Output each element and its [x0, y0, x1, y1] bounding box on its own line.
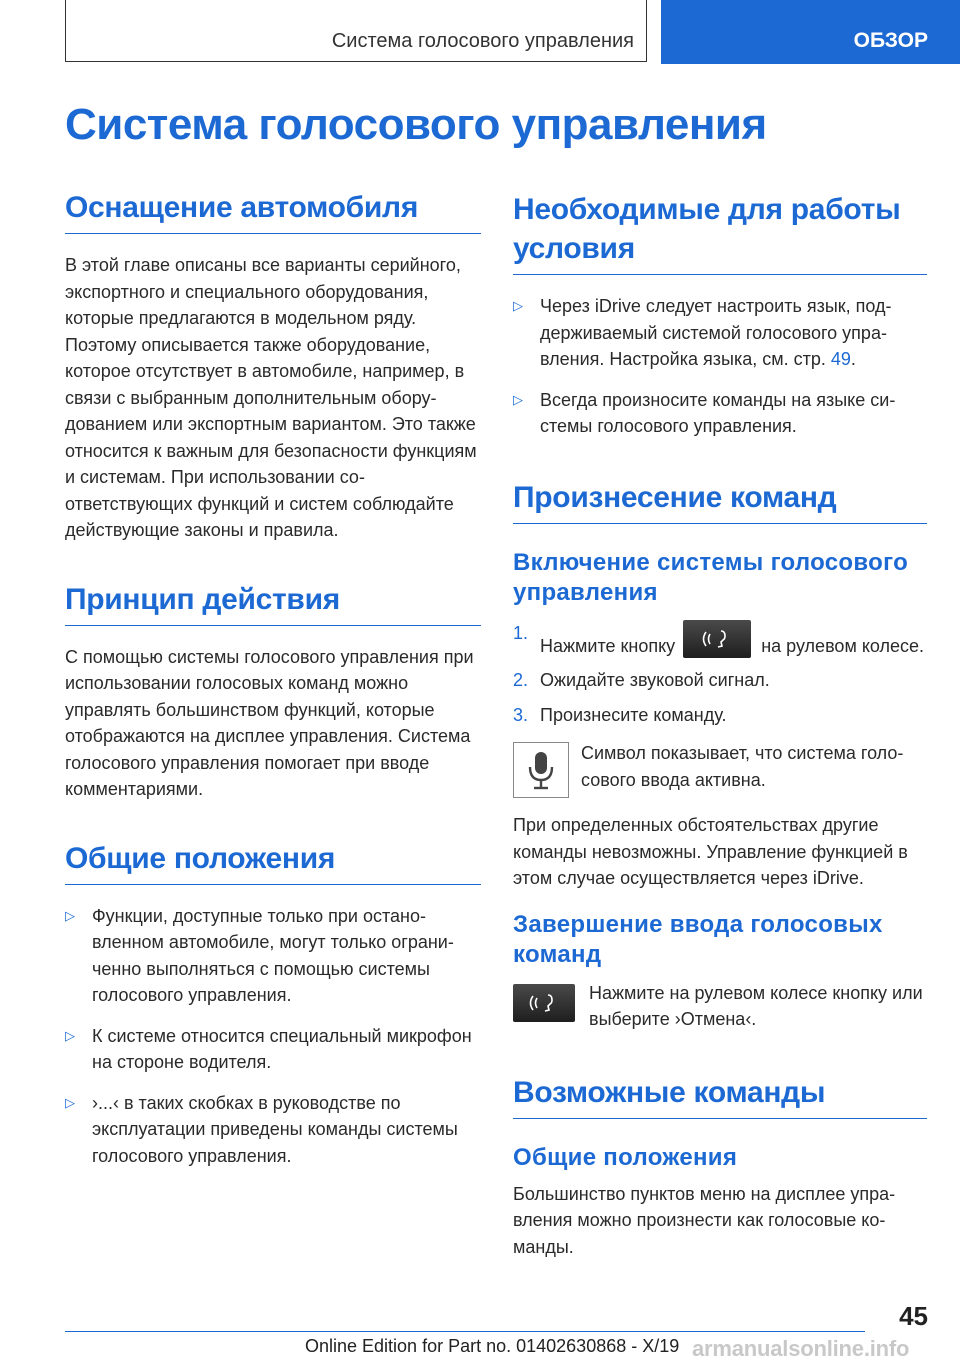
section-heading-equipment: Оснащение автомобиля	[65, 188, 481, 234]
principle-text: С помощью системы голосового управления при использовании голосовых команд можно управлять большинством функций, которые отображаются на дисплее управления. Система голосового управления помогает при вводе комментариями.	[65, 646, 474, 799]
list-item	[513, 387, 927, 440]
subheading-activate: Включение системы голосового управления	[513, 548, 909, 606]
bullet-triangle-icon: ▷	[65, 1027, 75, 1043]
header-section-box	[65, 0, 647, 62]
subheading-end-input: Завершение ввода голосовых команд	[513, 910, 883, 968]
microphone-icon	[513, 742, 569, 798]
step-item	[513, 667, 927, 694]
section-heading-general: Общие положения	[65, 839, 481, 885]
watermark: armanualsonline.info	[692, 1336, 910, 1361]
end-input-row	[513, 980, 927, 1033]
voice-button-icon	[513, 984, 575, 1022]
bullet-triangle-icon: ▷	[65, 907, 75, 923]
bullet-text: ›...‹ в таких скобках в руководстве по эксплуатации приведены команды системы голосового управления.	[92, 1092, 458, 1166]
left-column	[65, 188, 481, 1183]
step-number: 1.	[513, 622, 529, 643]
footer-edition: Online Edition for Part no. 01402630868 - X/19	[305, 1336, 680, 1356]
step-item	[513, 620, 927, 660]
page-title: Система голосового управления	[65, 100, 767, 149]
commands-text: Большинство пунктов меню на дисплее управления можно произнести как голосовые команды.	[513, 1183, 896, 1257]
end-input-text: Нажмите на рулевом колесе кнопку или выберите ›Отмена‹.	[589, 982, 923, 1029]
equipment-text: В этой главе описаны все варианты серийного, экспортного и специального оборудования, которые предлагаются в модельном ряду. Поэтому описывается также оборудование, которое отсутствует в автомобиле, например, в связи с выбранным дополнительным оборудованием или экспортным вариантом. Это также относится к важным для безопасности функциям и системам. При использовании соответствующих функций и систем соблюдайте действующие законы и правила.	[65, 255, 477, 540]
header-tab-overview[interactable]	[661, 0, 960, 64]
subheading-general: Общие положения	[513, 1143, 738, 1171]
bullet-text: Через iDrive следует настроить язык, поддерживаемый системой голосового управления. Настройка языка, см. стр. 49.	[540, 296, 892, 369]
bullet-text: Всегда произносите команды на языке системы голосового управления.	[540, 389, 896, 436]
mic-note	[513, 740, 927, 798]
step-number: 2.	[513, 670, 529, 690]
right-column	[513, 190, 927, 1260]
page-number: 45	[899, 1301, 928, 1331]
bullet-triangle-icon: ▷	[65, 1094, 75, 1110]
step-item	[513, 702, 927, 729]
bullet-triangle-icon: ▷	[513, 391, 523, 407]
mic-note-text: Символ показывает, что система голосового ввода активна.	[581, 743, 904, 790]
conditions-text: При определенных обстоятельствах другие команды невозможны. Управление функцией в этом случае осуществляется через iDrive.	[513, 815, 908, 888]
section-heading-requirements: Необходимые для работы условия	[513, 190, 927, 275]
section-heading-possible-commands: Возможные команды	[513, 1073, 927, 1119]
list-item	[65, 1023, 481, 1076]
header-section-title: Система голосового управления	[331, 30, 634, 52]
list-item	[65, 1090, 481, 1170]
step-text: Ожидайте звуковой сигнал.	[540, 670, 770, 690]
voice-button-icon	[683, 620, 751, 658]
footer-divider	[65, 1331, 865, 1332]
step-text: Нажмите кнопку на рулевом колесе.	[540, 620, 924, 660]
list-item	[65, 903, 481, 1009]
step-text: Произнесите команду.	[540, 704, 727, 725]
section-heading-principle: Принцип действия	[65, 580, 481, 626]
step-number: 3.	[513, 704, 529, 725]
bullet-triangle-icon: ▷	[513, 298, 523, 313]
section-heading-commands: Произнесение команд	[513, 478, 927, 524]
bullet-text: Функции, доступные только при остановленном автомобиле, могут только ограниченно выполняться с помощью системы голосового управления.	[92, 905, 454, 1005]
header-tab-label: ОБЗОР	[853, 29, 928, 52]
bullet-text: К системе относится специальный микрофон на стороне водителя.	[92, 1025, 472, 1072]
list-item	[513, 293, 927, 373]
page-link[interactable]: 49	[830, 349, 851, 369]
